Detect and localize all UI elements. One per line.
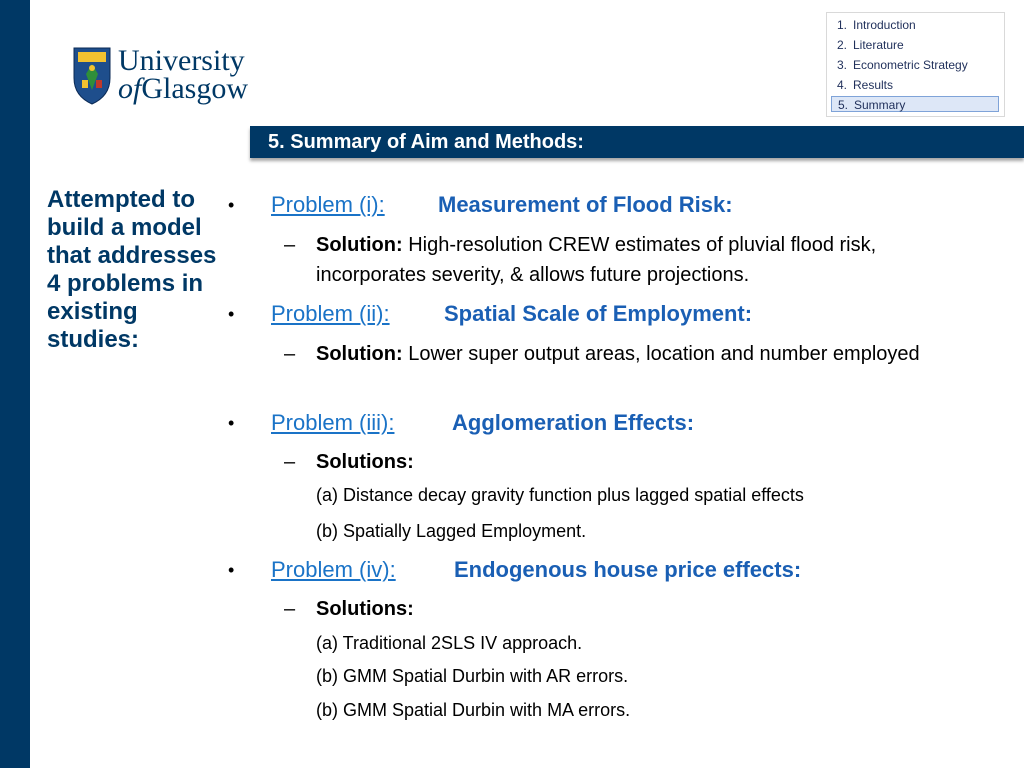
logo-text-glasgow xyxy=(118,74,248,104)
solution-option: (a) Traditional 2SLS IV approach. xyxy=(316,633,583,653)
solution-body xyxy=(316,594,976,624)
problem-label-link[interactable]: Problem (iii): xyxy=(271,410,395,435)
solution-text: Lower super output areas, location and number employed xyxy=(408,343,920,365)
problem-label-link[interactable]: Problem (i): xyxy=(271,192,385,217)
nav-item-introduction[interactable] xyxy=(831,17,997,33)
problem-description: Spatial Scale of Employment: xyxy=(444,301,753,326)
problem-label-link[interactable]: Problem (iv): xyxy=(271,557,396,582)
bullet-marker: • xyxy=(228,195,235,215)
slide-title-bar xyxy=(250,126,1024,158)
solution-body xyxy=(316,230,976,290)
dash-marker: – xyxy=(284,343,296,365)
nav-item-number: 2. xyxy=(837,38,848,52)
nav-item-number: 1. xyxy=(837,18,848,32)
nav-item-summary[interactable] xyxy=(831,96,999,112)
nav-item-number: 5. xyxy=(838,98,849,112)
logo-text-university: University xyxy=(118,44,245,77)
section-navigation xyxy=(826,12,1005,117)
left-accent-bar xyxy=(0,0,30,768)
solution-heading: Solution: xyxy=(316,234,403,256)
solution-heading: Solutions: xyxy=(316,598,414,620)
dash-marker: – xyxy=(284,234,296,256)
nav-item-label: Econometric Strategy xyxy=(853,58,968,72)
nav-item-econometric-strategy[interactable] xyxy=(831,57,997,73)
problem-description: Measurement of Flood Risk: xyxy=(438,192,733,217)
solution-heading: Solution: xyxy=(316,343,403,365)
logo-text-glasgow-word: Glasgow xyxy=(141,72,248,105)
nav-item-label: Literature xyxy=(853,38,904,52)
problem-description: Agglomeration Effects: xyxy=(452,410,695,435)
nav-item-label: Summary xyxy=(854,98,906,112)
solution-option: (a) Distance decay gravity function plus lagged spatial effects xyxy=(316,485,804,505)
solution-heading: Solutions: xyxy=(316,451,414,473)
university-logo xyxy=(72,44,252,108)
nav-item-label: Results xyxy=(853,78,894,92)
bullet-marker: • xyxy=(228,413,235,433)
solution-body xyxy=(316,339,976,369)
dash-marker: – xyxy=(284,451,296,473)
problem-description: Endogenous house price effects: xyxy=(454,557,802,582)
bullet-marker: • xyxy=(228,560,235,580)
solution-option: (b) Spatially Lagged Employment. xyxy=(316,521,587,541)
nav-item-results[interactable] xyxy=(831,77,997,93)
nav-item-number: 3. xyxy=(837,58,848,72)
aim-statement: Attempted to build a model that addresses 4 problems in existing studies: xyxy=(47,186,217,353)
problem-label-link[interactable]: Problem (ii): xyxy=(271,301,390,326)
nav-item-literature[interactable] xyxy=(831,37,997,53)
nav-item-number: 4. xyxy=(837,78,848,92)
solution-option: (b) GMM Spatial Durbin with AR errors. xyxy=(316,666,629,686)
crest-icon xyxy=(72,44,112,106)
slide-title: 5. Summary of Aim and Methods: xyxy=(268,131,584,153)
nav-item-label: Introduction xyxy=(853,18,916,32)
bullet-marker: • xyxy=(228,304,235,324)
dash-marker: – xyxy=(284,598,296,620)
logo-text-of: of xyxy=(118,72,142,105)
solution-body xyxy=(316,447,976,477)
solution-text: High-resolution CREW estimates of pluvial flood risk, incorporates severity, & allows future projections. xyxy=(316,234,877,286)
solution-option: (b) GMM Spatial Durbin with MA errors. xyxy=(316,700,631,720)
